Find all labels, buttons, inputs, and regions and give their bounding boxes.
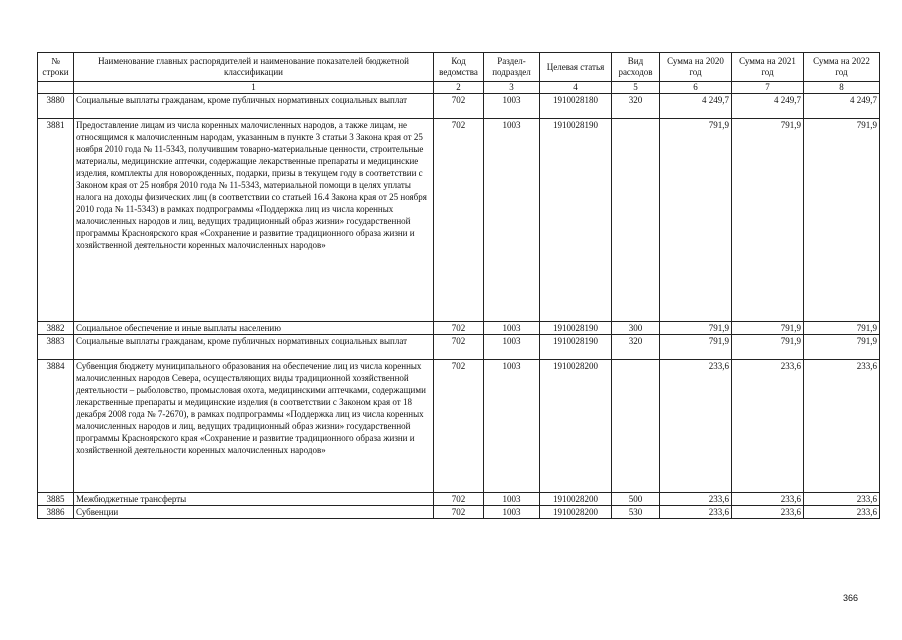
sum-2021: 233,6: [732, 506, 804, 519]
dept-code: 702: [434, 493, 484, 506]
row-number: 3883: [38, 335, 74, 360]
target-code: 1910028200: [540, 506, 612, 519]
table-row: [38, 360, 880, 493]
column-number: [38, 82, 74, 94]
expense-type: [612, 119, 660, 322]
row-name: Социальные выплаты гражданам, кроме публичных нормативных социальных выплат: [74, 335, 434, 360]
target-code: 1910028200: [540, 360, 612, 493]
table-row: [38, 335, 880, 360]
row-name: Субвенция бюджету муниципального образования на обеспечение лиц из числа коренных малочисленных народов Севера, осуществляющих виды традиционной хозяйственной деятельности – рыболовство, промысловая охота, медицинскими аптечками, содержащими лекарственные препараты и медицинские изделия (в соответствии с Законом края от 18 декабря 2008 года № 7-2670), в рамках подпрограммы «Поддержка лиц из числа коренных малочисленных народов и лиц, ведущих традиционный образ жизни» государственной программы Красноярского края «Сохранение и развитие традиционного образа жизни и хозяйственной деятельности коренных малочисленных народов»: [74, 360, 434, 493]
header-expense-type: Вид расходов: [612, 53, 660, 82]
target-code: 1910028190: [540, 322, 612, 335]
row-name: Субвенции: [74, 506, 434, 519]
expense-type: 500: [612, 493, 660, 506]
header-sum-2022: Сумма на 2022 год: [804, 53, 880, 82]
column-number: 7: [732, 82, 804, 94]
header-row-no: № строки: [38, 53, 74, 82]
page-number: 366: [842, 593, 858, 603]
sum-2020: 233,6: [660, 360, 732, 493]
row-number: 3882: [38, 322, 74, 335]
header-target: Целевая статья: [540, 53, 612, 82]
sum-2022: 233,6: [804, 506, 880, 519]
table-header-row: [38, 53, 880, 82]
sum-2020: 233,6: [660, 493, 732, 506]
column-number: 4: [540, 82, 612, 94]
target-code: 1910028190: [540, 119, 612, 322]
expense-type: 320: [612, 94, 660, 119]
expense-type: [612, 360, 660, 493]
sum-2021: 233,6: [732, 360, 804, 493]
section-code: 1003: [484, 335, 540, 360]
table-row: [38, 322, 880, 335]
dept-code: 702: [434, 506, 484, 519]
section-code: 1003: [484, 506, 540, 519]
section-code: 1003: [484, 94, 540, 119]
sum-2021: 4 249,7: [732, 94, 804, 119]
row-name: Предоставление лицам из числа коренных малочисленных народов, а также лицам, не относящимся к малочисленным народам, указанным в пункте 3 статьи 3 Закона края от 25 ноября 2010 года № 11-5343, получившим товарно-материальные ценности, строительные материалы, медицинские аптечки, содержащие лекарственные препараты и медицинские изделия, комплекты для новорожденных, подарки, призы в текущем году в соответствии с Законом края от 25 ноября 2010 года № 11-5343, материальной помощи в целях уплаты налога на доходы физических лиц (в соответствии со статьей 16.4 Закона края от 25 ноября 2010 года № 11-5343) в рамках подпрограммы «Поддержка лиц из числа коренных малочисленных народов и лиц, ведущих традиционный образ жизни» государственной программы Красноярского края «Сохранение и развитие традиционного образа жизни и хозяйственной деятельности коренных малочисленных народов»: [74, 119, 434, 322]
header-sum-2020: Сумма на 2020 год: [660, 53, 732, 82]
column-number-row: [38, 82, 880, 94]
column-number: 1: [74, 82, 434, 94]
sum-2020: 791,9: [660, 322, 732, 335]
expense-type: 320: [612, 335, 660, 360]
section-code: 1003: [484, 119, 540, 322]
expense-type: 300: [612, 322, 660, 335]
row-number: 3884: [38, 360, 74, 493]
sum-2022: 4 249,7: [804, 94, 880, 119]
column-number: 8: [804, 82, 880, 94]
sum-2021: 233,6: [732, 493, 804, 506]
expense-type: 530: [612, 506, 660, 519]
table-row: [38, 493, 880, 506]
budget-table: [37, 52, 880, 519]
dept-code: 702: [434, 335, 484, 360]
row-number: 3880: [38, 94, 74, 119]
sum-2020: 233,6: [660, 506, 732, 519]
target-code: 1910028200: [540, 493, 612, 506]
row-name: Социальные выплаты гражданам, кроме публичных нормативных социальных выплат: [74, 94, 434, 119]
table-row: [38, 506, 880, 519]
sum-2020: 791,9: [660, 335, 732, 360]
row-number: 3881: [38, 119, 74, 322]
column-number: 6: [660, 82, 732, 94]
table-row: [38, 119, 880, 322]
sum-2022: 233,6: [804, 360, 880, 493]
target-code: 1910028190: [540, 335, 612, 360]
header-dept-code: Код ведомства: [434, 53, 484, 82]
dept-code: 702: [434, 94, 484, 119]
sum-2022: 791,9: [804, 335, 880, 360]
table-row: [38, 94, 880, 119]
section-code: 1003: [484, 493, 540, 506]
row-number: 3885: [38, 493, 74, 506]
column-number: 2: [434, 82, 484, 94]
row-number: 3886: [38, 506, 74, 519]
sum-2020: 791,9: [660, 119, 732, 322]
sum-2021: 791,9: [732, 119, 804, 322]
section-code: 1003: [484, 322, 540, 335]
row-name: Межбюджетные трансферты: [74, 493, 434, 506]
sum-2022: 791,9: [804, 119, 880, 322]
dept-code: 702: [434, 119, 484, 322]
dept-code: 702: [434, 322, 484, 335]
sum-2021: 791,9: [732, 335, 804, 360]
column-number: 3: [484, 82, 540, 94]
header-sum-2021: Сумма на 2021 год: [732, 53, 804, 82]
target-code: 1910028180: [540, 94, 612, 119]
column-number: 5: [612, 82, 660, 94]
section-code: 1003: [484, 360, 540, 493]
header-section: Раздел-подраздел: [484, 53, 540, 82]
dept-code: 702: [434, 360, 484, 493]
header-name: Наименование главных распорядителей и наименование показателей бюджетной классификации: [74, 53, 434, 82]
sum-2021: 791,9: [732, 322, 804, 335]
row-name: Социальное обеспечение и иные выплаты населению: [74, 322, 434, 335]
sum-2020: 4 249,7: [660, 94, 732, 119]
sum-2022: 791,9: [804, 322, 880, 335]
sum-2022: 233,6: [804, 493, 880, 506]
